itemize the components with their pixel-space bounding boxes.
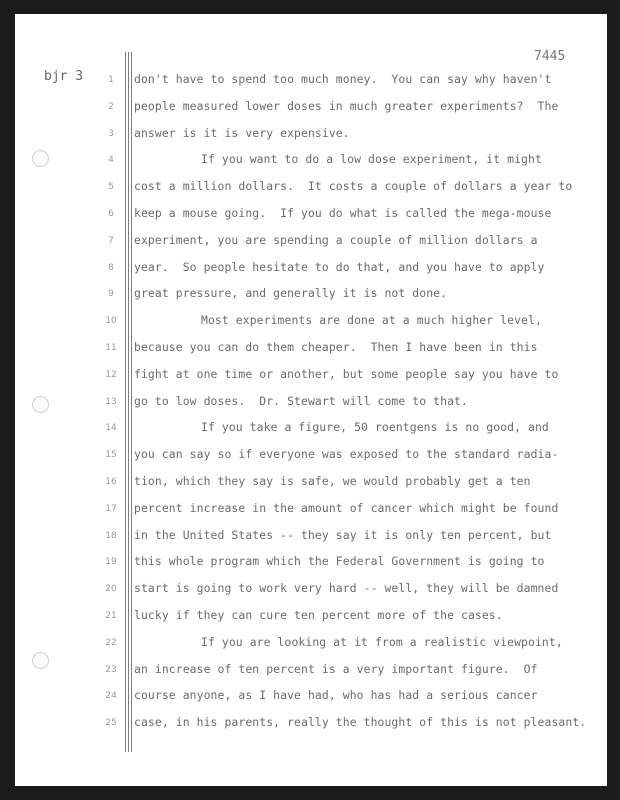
line-number: 12	[105, 369, 117, 380]
line-text: don't have to spend too much money. You can say why haven't	[134, 72, 552, 86]
transcript-line	[15, 367, 607, 385]
line-text: in the United States -- they say it is only ten percent, but	[134, 527, 552, 542]
line-text: experiment, you are spending a couple of million dollars a	[134, 232, 538, 247]
transcript-line	[15, 474, 607, 492]
transcript-line	[15, 447, 607, 465]
line-text: fight at one time or another, but some people say you have to	[134, 366, 559, 381]
line-number: 8	[108, 262, 114, 273]
line-text: If you are looking at it from a realistic viewpoint,	[201, 634, 563, 649]
transcript-line	[15, 126, 607, 144]
line-number: 4	[108, 155, 114, 166]
transcript-line	[15, 152, 607, 170]
transcript-line	[15, 501, 607, 519]
line-text: If you want to do a low dose experiment, it might	[201, 152, 542, 167]
transcript-line	[15, 286, 607, 304]
transcript-line	[15, 554, 607, 572]
transcript-line	[15, 528, 607, 546]
line-text: course anyone, as I have had, who has had a serious cancer	[134, 688, 538, 703]
line-number: 23	[105, 664, 117, 675]
line-text: percent increase in the amount of cancer which might be found	[134, 500, 559, 515]
line-number: 21	[105, 611, 117, 621]
line-text: an increase of ten percent is a very important figure. Of	[134, 661, 538, 676]
line-number: 17	[105, 503, 117, 514]
transcript-line	[15, 340, 607, 358]
line-number: 15	[105, 450, 117, 461]
line-text: case, in his parents, really the thought of this is not pleasant.	[134, 715, 587, 730]
transcript-line	[15, 179, 607, 197]
line-number: 5	[108, 182, 114, 193]
line-number: 14	[105, 423, 117, 434]
line-text: you can say so if everyone was exposed to the standard radia-	[134, 447, 559, 462]
line-text: great pressure, and generally it is not done.	[134, 286, 448, 301]
page-number: 7445	[534, 49, 566, 64]
line-text: people measured lower doses in much greater experiments? The	[134, 98, 559, 113]
transcript-line	[15, 233, 607, 251]
line-text: year. So people hesitate to do that, and you have to apply	[134, 259, 545, 274]
line-number: 13	[105, 396, 117, 407]
line-text: keep a mouse going. If you do what is called the mega-mouse	[134, 206, 552, 220]
line-number: 9	[108, 289, 114, 300]
line-number: 7	[108, 235, 114, 246]
line-text: Most experiments are done at a much higher level,	[201, 313, 542, 328]
transcript-line	[15, 715, 607, 733]
line-text: lucky if they can cure ten percent more of the cases.	[134, 608, 503, 622]
transcript-page	[15, 14, 607, 786]
line-number: 10	[105, 316, 117, 327]
transcript-lines	[15, 14, 607, 786]
reporter-tag: bjr 3	[44, 69, 84, 84]
line-text: because you can do them cheaper. Then I have been in this	[134, 340, 538, 354]
transcript-line	[15, 99, 607, 117]
line-number: 18	[105, 530, 117, 541]
line-number: 19	[105, 557, 117, 568]
line-number: 25	[105, 718, 117, 729]
line-number: 16	[105, 477, 117, 487]
transcript-line	[15, 608, 607, 626]
transcript-line	[15, 206, 607, 224]
transcript-line	[15, 635, 607, 653]
line-number: 2	[108, 101, 114, 112]
line-number: 22	[105, 637, 117, 648]
line-text: go to low doses. Dr. Stewart will come to that.	[134, 393, 468, 408]
line-text: If you take a figure, 50 roentgens is no good, and	[201, 420, 549, 435]
transcript-line	[15, 688, 607, 706]
transcript-line	[15, 420, 607, 438]
line-text: this whole program which the Federal Government is going to	[134, 554, 545, 569]
line-number: 11	[105, 343, 117, 353]
transcript-line	[15, 662, 607, 680]
line-text: cost a million dollars. It costs a couple of dollars a year to	[134, 179, 573, 194]
line-number: 24	[105, 691, 117, 702]
line-number: 1	[108, 75, 114, 85]
transcript-line	[15, 72, 607, 90]
line-text: tion, which they say is safe, we would probably get a ten	[134, 474, 531, 488]
line-text: answer is it is very expensive.	[134, 125, 350, 140]
line-text: start is going to work very hard -- well, they will be damned	[134, 581, 559, 596]
transcript-line	[15, 313, 607, 331]
transcript-line	[15, 394, 607, 412]
line-number: 6	[108, 209, 114, 219]
line-number: 3	[108, 128, 114, 139]
line-number: 20	[105, 584, 117, 595]
transcript-line	[15, 581, 607, 599]
transcript-line	[15, 260, 607, 278]
